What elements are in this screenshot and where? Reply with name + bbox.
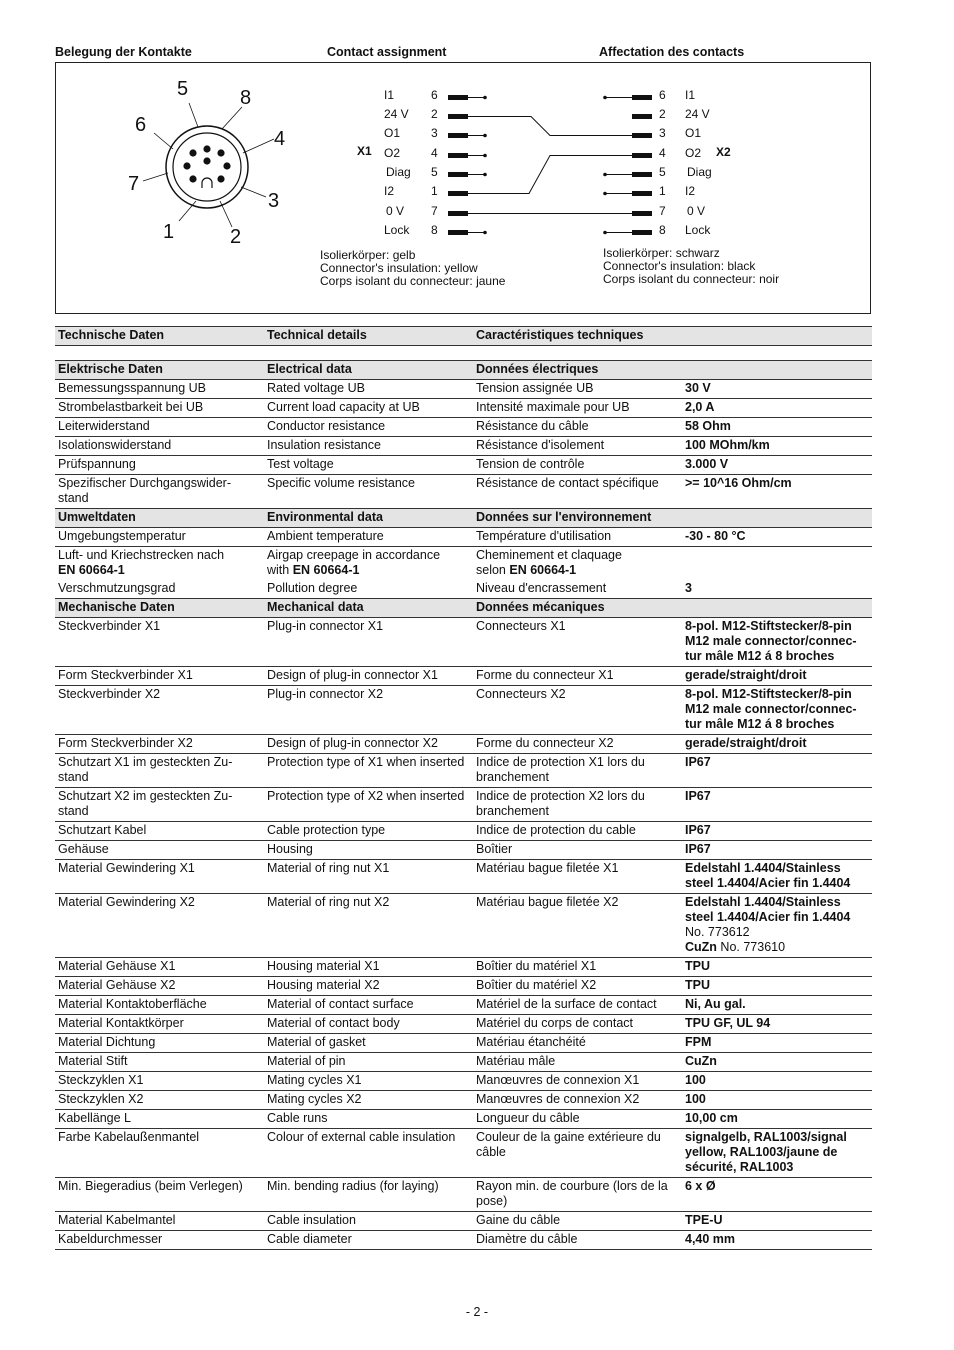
x1-signal: 0 V xyxy=(386,204,405,218)
x2-signal: O1 xyxy=(685,126,702,140)
cell-val: 8-pol. M12-Stiftstecker/8-pin M12 male connector/connec-tur mâle M12 á 8 broches xyxy=(682,686,872,735)
cell-en: Material of contact body xyxy=(264,1015,473,1034)
x2-pin: 7 xyxy=(659,204,666,218)
cell-fr: Forme du connecteur X2 xyxy=(473,735,682,754)
cell-val: IP67 xyxy=(682,788,872,822)
x1-signal: 24 V xyxy=(384,107,409,121)
cell-val: 100 xyxy=(682,1091,872,1110)
cell-fr: Tension assignée UB xyxy=(473,380,682,399)
connector-x2-label: X2 xyxy=(716,145,731,159)
cell-fr: Résistance d'isolement xyxy=(473,437,682,456)
cell-val: FPM xyxy=(682,1034,872,1053)
cell-en: Housing material X2 xyxy=(264,977,473,996)
section-electrical: Elektrische Daten Electrical data Données électriques xyxy=(55,361,872,380)
cell-de: Material Dichtung xyxy=(55,1034,264,1053)
cell-de: Schutzart Kabel xyxy=(55,822,264,841)
cell-val: Edelstahl 1.4404/Stainless steel 1.4404/Acier fin 1.4404 xyxy=(682,860,872,894)
x1-signal: I1 xyxy=(384,88,395,102)
pin-number-label: 6 xyxy=(135,114,147,136)
cell-de: Leiterwiderstand xyxy=(55,418,264,437)
cell-en: Material of contact surface xyxy=(264,996,473,1015)
cell-fr: Forme du connecteur X1 xyxy=(473,667,682,686)
table-row xyxy=(55,475,872,509)
x2-signal: I1 xyxy=(685,88,696,102)
cell-fr: Intensité maximale pour UB xyxy=(473,399,682,418)
table-row xyxy=(55,1129,872,1178)
cell-val: 3.000 V xyxy=(682,456,872,475)
cell-de: Material Gewindering X1 xyxy=(55,860,264,894)
cell-fr: Longueur du câble xyxy=(473,1110,682,1129)
x1-signal: Lock xyxy=(384,223,410,237)
table-row xyxy=(55,958,872,977)
cell-val: IP67 xyxy=(682,841,872,860)
cell-en: Cable insulation xyxy=(264,1212,473,1231)
cell-en: Cable diameter xyxy=(264,1231,473,1250)
title-de: Technische Daten xyxy=(55,327,264,346)
cell-de: Material Gehäuse X1 xyxy=(55,958,264,977)
cell-de: Kabellänge L xyxy=(55,1110,264,1129)
cell-en: Material of gasket xyxy=(264,1034,473,1053)
table-row xyxy=(55,822,872,841)
x1-pin: 4 xyxy=(431,146,438,160)
cell-en: Conductor resistance xyxy=(264,418,473,437)
x1-insulation-de: Isolierkörper: gelb xyxy=(320,248,416,262)
pin-number-label: 7 xyxy=(128,173,140,195)
cell-en: Housing xyxy=(264,841,473,860)
table-row xyxy=(55,1212,872,1231)
electrical-rows xyxy=(55,380,872,509)
cell-fr: Indice de protection du cable xyxy=(473,822,682,841)
table-row: Luft- und Kriechstrecken nach EN 60664-1 Airgap creepage in accordance with EN 60664-1 Cheminement et claquage selon EN 60664-1 xyxy=(58,548,622,577)
cell-fr: Matériau mâle xyxy=(473,1053,682,1072)
cell-val: TPU GF, UL 94 xyxy=(682,1015,872,1034)
x2-pin-bars xyxy=(632,95,652,235)
cell-en: Plug-in connector X2 xyxy=(264,686,473,735)
x2-pin: 2 xyxy=(659,107,666,121)
x1-pin-bars xyxy=(448,95,468,235)
cell-val: >= 10^16 Ohm/cm xyxy=(682,475,872,509)
cell-de: Form Steckverbinder X2 xyxy=(55,735,264,754)
cell-fr: Indice de protection X2 lors du branchement xyxy=(473,788,682,822)
pin-number-label: 5 xyxy=(177,78,189,100)
cell-de: Schutzart X1 im gesteckten Zu-stand xyxy=(55,754,264,788)
cell-fr: Rayon min. de courbure (lors de la pose) xyxy=(473,1178,682,1212)
x1-pin: 2 xyxy=(431,107,438,121)
mechanical-rows-b xyxy=(55,958,872,1250)
table-row xyxy=(55,1034,872,1053)
table-row xyxy=(55,380,872,399)
cell-en: Test voltage xyxy=(264,456,473,475)
cell-de: Min. Biegeradius (beim Verlegen) xyxy=(55,1178,264,1212)
cell-en: Min. bending radius (for laying) xyxy=(264,1178,473,1212)
x2-signal: 0 V xyxy=(687,204,706,218)
cell-en: Rated voltage UB xyxy=(264,380,473,399)
x2-pin: 6 xyxy=(659,88,666,102)
cell-en: Specific volume resistance xyxy=(264,475,473,509)
cell-val: 6 x Ø xyxy=(682,1178,872,1212)
cell-de: Material Gehäuse X2 xyxy=(55,977,264,996)
cell-de: Steckverbinder X1 xyxy=(55,618,264,667)
table-row xyxy=(55,1015,872,1034)
cell-val: TPU xyxy=(682,958,872,977)
cell-de: Schutzart X2 im gesteckten Zu-stand xyxy=(55,788,264,822)
table-row xyxy=(55,735,872,754)
header-en: Contact assignment xyxy=(327,45,447,59)
table-row xyxy=(55,841,872,860)
x2-pin: 8 xyxy=(659,223,666,237)
cell-val: Ni, Au gal. xyxy=(682,996,872,1015)
table-row xyxy=(55,1053,872,1072)
table-row xyxy=(55,399,872,418)
cell-fr: Matériel du corps de contact xyxy=(473,1015,682,1034)
cell-val: TPE-U xyxy=(682,1212,872,1231)
cell-en: Material of pin xyxy=(264,1053,473,1072)
x2-pin: 5 xyxy=(659,165,666,179)
connector-x1-label: X1 xyxy=(357,144,372,158)
table-row xyxy=(55,1178,872,1212)
x1-signal: Diag xyxy=(386,165,411,179)
cell-en: Protection type of X1 when inserted xyxy=(264,754,473,788)
cell-de: Gehäuse xyxy=(55,841,264,860)
cell-val: 100 MOhm/km xyxy=(682,437,872,456)
technical-data-table xyxy=(55,326,872,1250)
table-row: Verschmutzungsgrad Pollution degree Niveau d'encrassement 3 xyxy=(55,580,872,599)
header-de: Belegung der Kontakte xyxy=(55,45,192,59)
cell-val: signalgelb, RAL1003/signal yellow, RAL1003/jaune de sécurité, RAL1003 xyxy=(682,1129,872,1178)
cell-fr: Matériel de la surface de contact xyxy=(473,996,682,1015)
cell-fr: Matériau bague filetée X1 xyxy=(473,860,682,894)
x2-pin: 1 xyxy=(659,184,666,198)
cell-fr: Diamètre du câble xyxy=(473,1231,682,1250)
pin-number-label: 8 xyxy=(240,87,252,109)
x2-insulation-de: Isolierkörper: schwarz xyxy=(603,246,720,260)
cell-de: Material Stift xyxy=(55,1053,264,1072)
cell-en: Cable protection type xyxy=(264,822,473,841)
cell-de: Farbe Kabelaußenmantel xyxy=(55,1129,264,1178)
cell-fr: Tension de contrôle xyxy=(473,456,682,475)
cell-de: Isolationswiderstand xyxy=(55,437,264,456)
x1-pin: 5 xyxy=(431,165,438,179)
mechanical-rows-a xyxy=(55,618,872,894)
cell-val: 30 V xyxy=(682,380,872,399)
cell-val: CuZn xyxy=(682,1053,872,1072)
cell-fr: Connecteurs X1 xyxy=(473,618,682,667)
x1-pin: 8 xyxy=(431,223,438,237)
cell-en: Insulation resistance xyxy=(264,437,473,456)
table-row xyxy=(55,437,872,456)
x2-pin: 4 xyxy=(659,146,666,160)
section-mechanical: Mechanische Daten Mechanical data Données mécaniques xyxy=(55,599,872,618)
header-fr: Affectation des contacts xyxy=(599,45,745,59)
table-row xyxy=(55,788,872,822)
cell-fr: Indice de protection X1 lors du branchement xyxy=(473,754,682,788)
cell-de: Steckzyklen X1 xyxy=(55,1072,264,1091)
cell-en: Design of plug-in connector X2 xyxy=(264,735,473,754)
contact-assignment-diagram xyxy=(55,62,871,314)
cell-de: Spezifischer Durchgangswider-stand xyxy=(55,475,264,509)
table-row xyxy=(55,686,872,735)
cell-de: Strombelastbarkeit bei UB xyxy=(55,399,264,418)
cell-fr: Connecteurs X2 xyxy=(473,686,682,735)
cell-fr: Boîtier du matériel X2 xyxy=(473,977,682,996)
cell-de: Steckzyklen X2 xyxy=(55,1091,264,1110)
table-row xyxy=(55,977,872,996)
pin-number-label: 2 xyxy=(230,226,242,248)
cell-de: Kabeldurchmesser xyxy=(55,1231,264,1250)
x2-signal: Diag xyxy=(687,165,712,179)
table-row xyxy=(55,1110,872,1129)
cell-en: Plug-in connector X1 xyxy=(264,618,473,667)
cell-de: Form Steckverbinder X1 xyxy=(55,667,264,686)
pin-number-label: 3 xyxy=(268,190,280,212)
x2-signal: Lock xyxy=(685,223,711,237)
cell-fr: Couleur de la gaine extérieure du câble xyxy=(473,1129,682,1178)
x1-insulation-fr: Corps isolant du connecteur: jaune xyxy=(320,274,506,288)
table-row: Umgebungstemperatur Ambient temperature Température d'utilisation -30 - 80 °C xyxy=(55,528,872,547)
x2-signal: O2 xyxy=(685,146,702,160)
title-en: Technical details xyxy=(264,327,473,346)
table-row xyxy=(55,667,872,686)
x2-signal: 24 V xyxy=(685,107,710,121)
x1-pin: 7 xyxy=(431,204,438,218)
pin-number-label: 4 xyxy=(274,128,286,150)
cell-en: Cable runs xyxy=(264,1110,473,1129)
connector-face-icon xyxy=(143,103,274,227)
table-row xyxy=(55,618,872,667)
cell-de: Material Kontaktkörper xyxy=(55,1015,264,1034)
x1-pin: 6 xyxy=(431,88,438,102)
cell-fr: Matériau étanchéité xyxy=(473,1034,682,1053)
table-row xyxy=(55,1231,872,1250)
title-fr: Caractéristiques techniques xyxy=(473,327,682,346)
cell-en: Mating cycles X2 xyxy=(264,1091,473,1110)
cell-val: gerade/straight/droit xyxy=(682,735,872,754)
x1-signal: I2 xyxy=(384,184,395,198)
cell-val: IP67 xyxy=(682,754,872,788)
cell-fr: Boîtier du matériel X1 xyxy=(473,958,682,977)
table-row xyxy=(55,754,872,788)
cell-fr: Résistance du câble xyxy=(473,418,682,437)
wiring-diagram xyxy=(56,63,872,315)
cell-en: Housing material X1 xyxy=(264,958,473,977)
table-row xyxy=(55,456,872,475)
cell-val: 10,00 cm xyxy=(682,1110,872,1129)
table-row: Material Gewindering X2 Material of ring nut X2 Matériau bague filetée X2 Edelstahl 1.4404/Stainless steel 1.4404/Acier fin 1.4404 No. 773612 CuZn No. 773610 xyxy=(55,894,872,958)
cell-en: Mating cycles X1 xyxy=(264,1072,473,1091)
cell-val: gerade/straight/droit xyxy=(682,667,872,686)
table-row xyxy=(55,860,872,894)
cell-val: 2,0 A xyxy=(682,399,872,418)
cell-en: Colour of external cable insulation xyxy=(264,1129,473,1178)
x1-insulation-en: Connector's insulation: yellow xyxy=(320,261,478,275)
cell-en: Protection type of X2 when inserted xyxy=(264,788,473,822)
pin-number-label: 1 xyxy=(163,221,175,243)
cell-fr: Manœuvres de connexion X2 xyxy=(473,1091,682,1110)
cell-fr: Gaine du câble xyxy=(473,1212,682,1231)
table-row xyxy=(55,996,872,1015)
page-number: - 2 - xyxy=(465,1305,489,1319)
cell-val: 4,40 mm xyxy=(682,1231,872,1250)
cell-de: Material Kontaktoberfläche xyxy=(55,996,264,1015)
section-environmental: Umweltdaten Environmental data Données sur l'environnement xyxy=(55,509,872,528)
cell-en: Material of ring nut X1 xyxy=(264,860,473,894)
cell-en: Design of plug-in connector X1 xyxy=(264,667,473,686)
cell-fr: Manœuvres de connexion X1 xyxy=(473,1072,682,1091)
cell-val: 58 Ohm xyxy=(682,418,872,437)
table-row xyxy=(55,418,872,437)
x2-insulation-en: Connector's insulation: black xyxy=(603,259,756,273)
x1-pin: 1 xyxy=(431,184,438,198)
cell-de: Material Kabelmantel xyxy=(55,1212,264,1231)
cell-fr: Résistance de contact spécifique xyxy=(473,475,682,509)
cell-de: Steckverbinder X2 xyxy=(55,686,264,735)
table-row xyxy=(55,1072,872,1091)
cell-en: Current load capacity at UB xyxy=(264,399,473,418)
x1-signal: O1 xyxy=(384,126,401,140)
cell-de: Bemessungsspannung UB xyxy=(55,380,264,399)
cell-de: Prüfspannung xyxy=(55,456,264,475)
x1-signal: O2 xyxy=(384,146,401,160)
x1-pin: 3 xyxy=(431,126,438,140)
table-title-row xyxy=(55,327,872,346)
wiring-lines xyxy=(468,96,632,234)
x2-signal: I2 xyxy=(685,184,696,198)
cell-val: TPU xyxy=(682,977,872,996)
table-row xyxy=(55,1091,872,1110)
x2-insulation-fr: Corps isolant du connecteur: noir xyxy=(603,272,780,286)
cell-fr: Boîtier xyxy=(473,841,682,860)
cell-val: IP67 xyxy=(682,822,872,841)
x2-pin: 3 xyxy=(659,126,666,140)
cell-val: 100 xyxy=(682,1072,872,1091)
cell-val: 8-pol. M12-Stiftstecker/8-pin M12 male connector/connec-tur mâle M12 á 8 broches xyxy=(682,618,872,667)
